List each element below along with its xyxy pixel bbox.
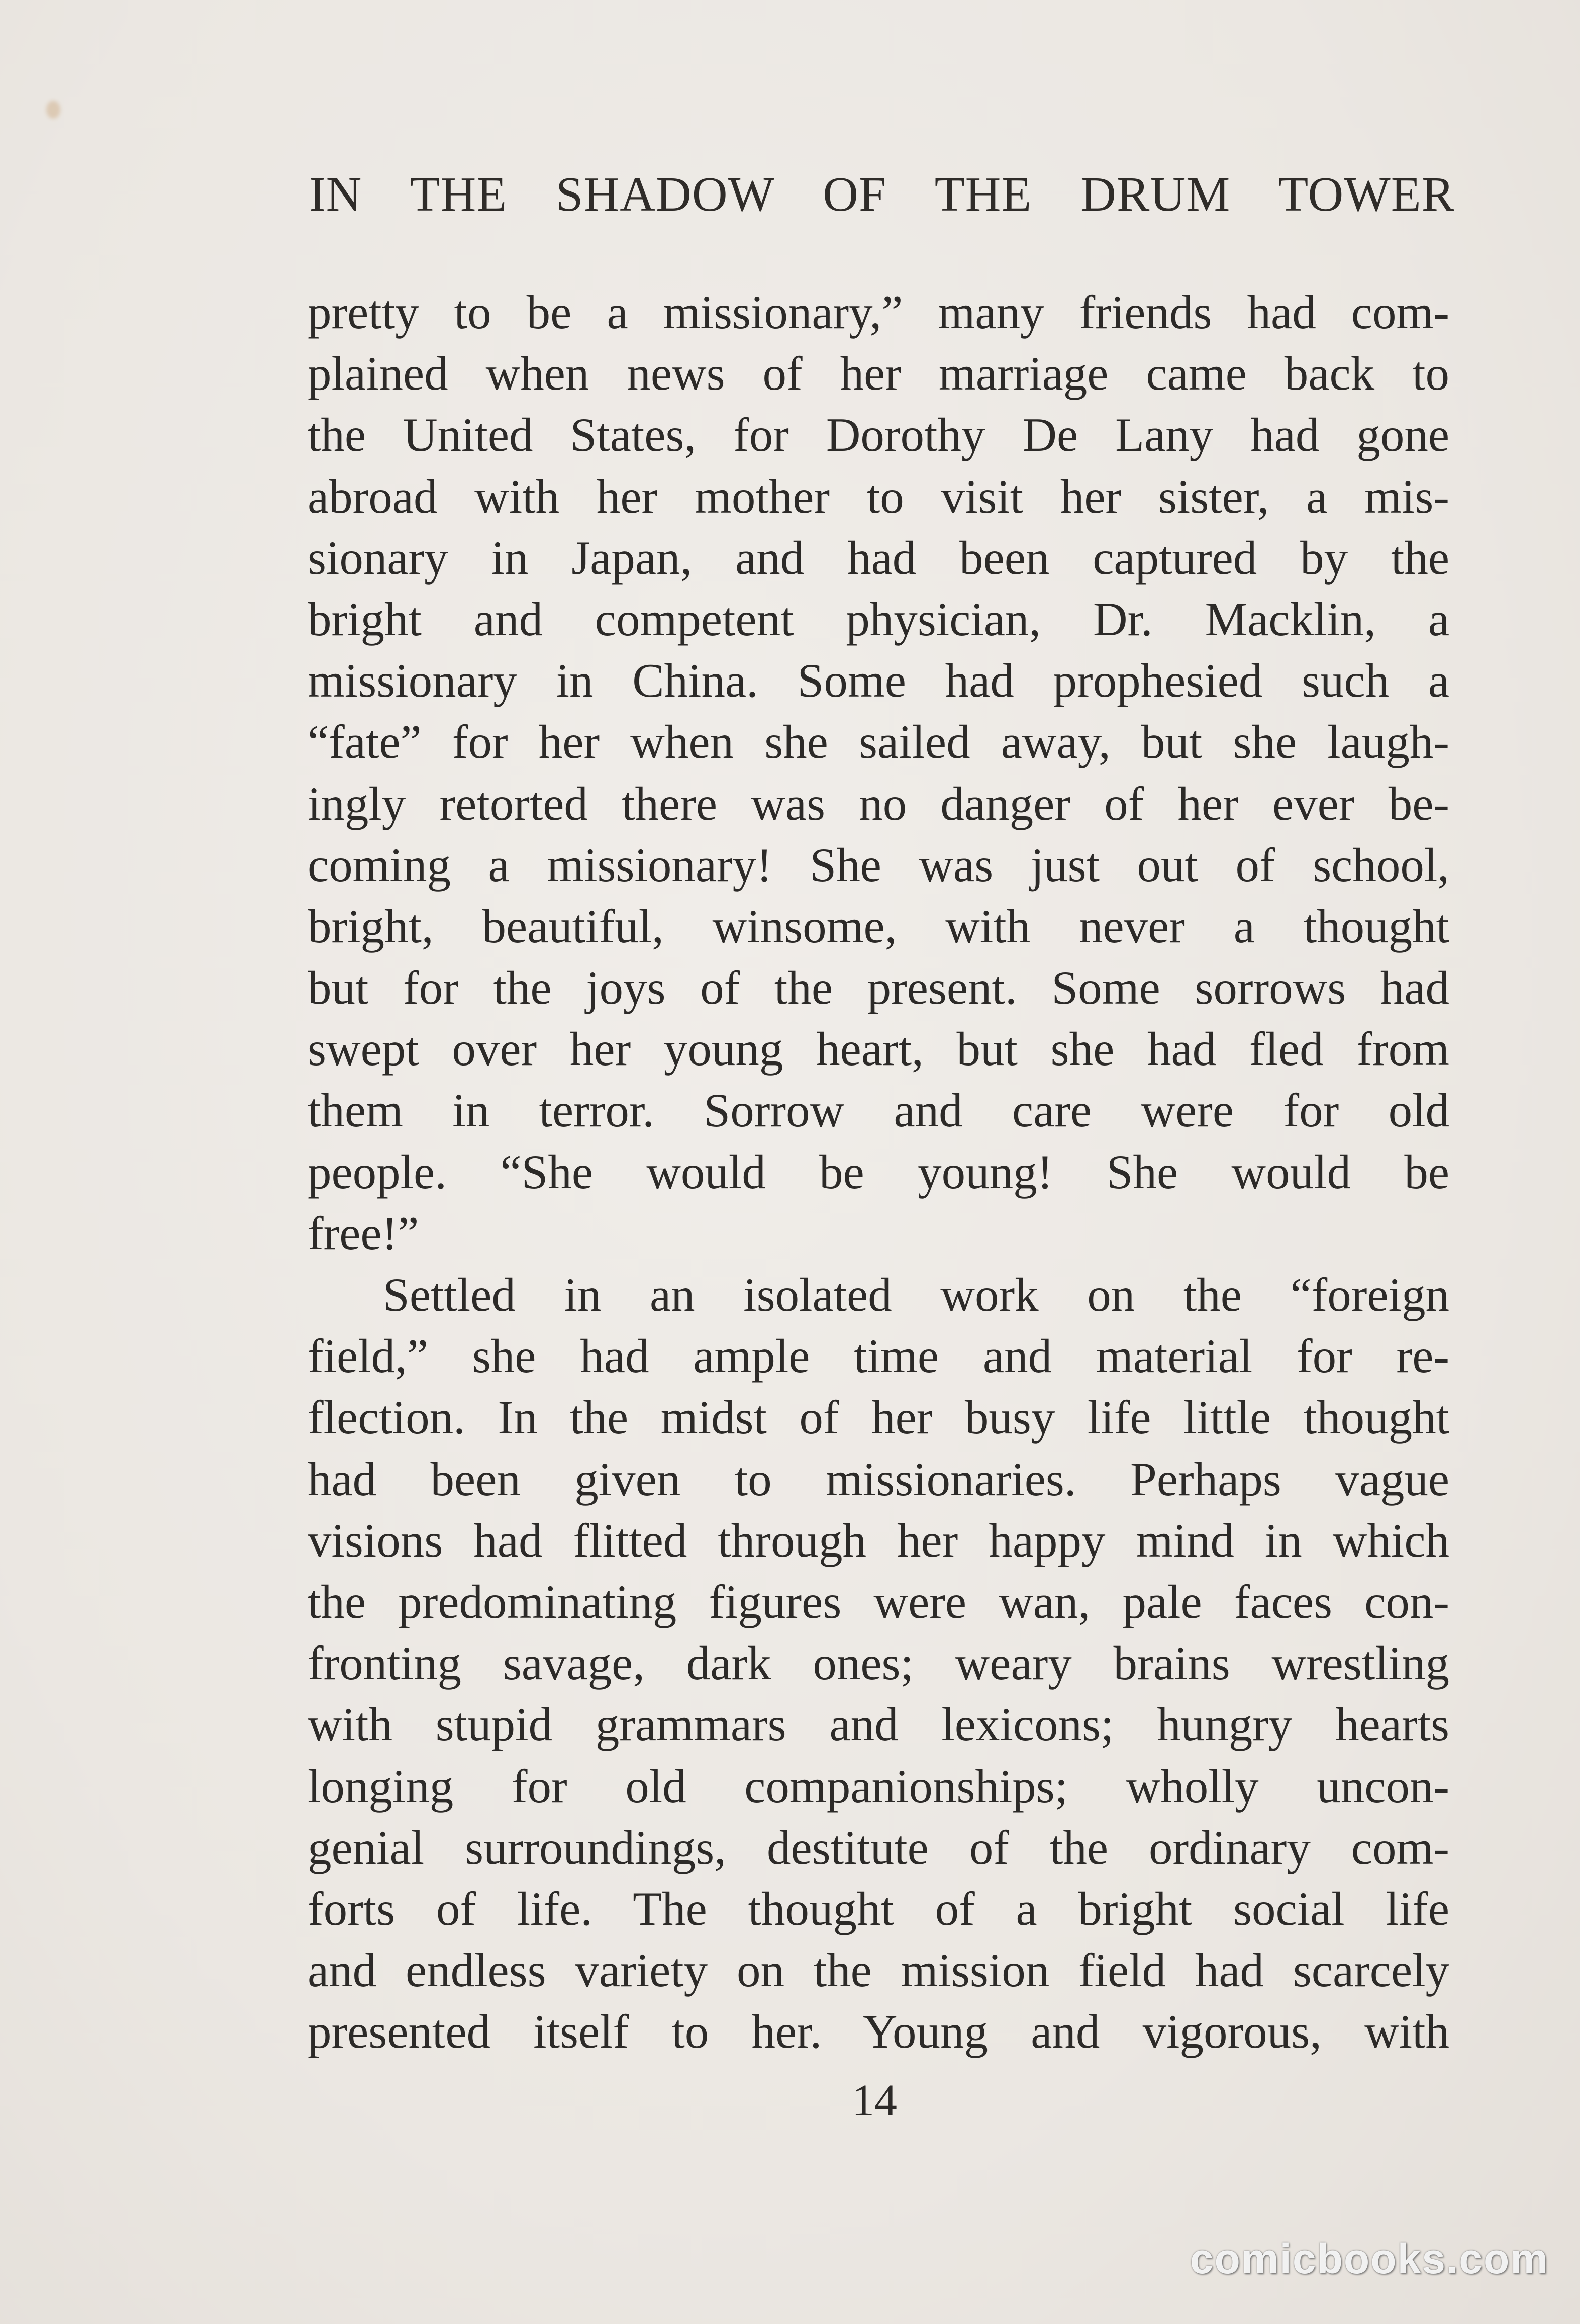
text-line: the predominating figures were wan, pale faces con- [308, 1575, 1449, 1628]
text-line: forts of life. The thought of a bright social life [308, 1882, 1449, 1935]
text-line: had been given to missionaries. Perhaps vague [308, 1452, 1449, 1506]
text-line: them in terror. Sorrow and care were for old [308, 1084, 1449, 1137]
running-head: IN THE SHADOW OF THE DRUM TOWER [309, 167, 1455, 222]
text-line: the United States, for Dorothy De Lany had gone [308, 408, 1449, 462]
text-line: Settled in an isolated work on the “foreign [383, 1268, 1449, 1321]
text-line: ingly retorted there was no danger of her ever be- [308, 777, 1449, 830]
text-line: people. “She would be young! She would be [308, 1145, 1449, 1199]
text-line: fronting savage, dark ones; weary brains wrestling [308, 1636, 1449, 1690]
text-line: bright, beautiful, winsome, with never a thought [308, 899, 1449, 953]
text-line: field,” she had ample time and material for re- [308, 1329, 1449, 1383]
text-line: with stupid grammars and lexicons; hungry hearts [308, 1698, 1449, 1752]
body-text [308, 281, 1449, 2062]
watermark: comicbooks.com [1190, 2235, 1549, 2282]
text-line: “fate” for her when she sailed away, but she laugh- [308, 715, 1449, 769]
text-line: abroad with her mother to visit her sister, a mis- [308, 469, 1449, 523]
text-line: presented itself to her. Young and vigorous, with [308, 2005, 1449, 2059]
text-line: sionary in Japan, and had been captured by the [308, 531, 1449, 585]
text-line: but for the joys of the present. Some sorrows had [308, 961, 1449, 1015]
text-line: free!” [308, 1206, 419, 1260]
text-line: bright and competent physician, Dr. Macklin, a [308, 592, 1449, 646]
text-line: and endless variety on the mission field had scarcely [308, 1944, 1449, 1997]
text-line: plained when news of her marriage came back to [308, 347, 1449, 401]
text-line: missionary in China. Some had prophesied such a [308, 654, 1449, 708]
text-line: flection. In the midst of her busy life little thought [308, 1391, 1449, 1444]
text-line: swept over her young heart, but she had fled from [308, 1022, 1449, 1076]
text-line: longing for old companionships; wholly uncon- [308, 1759, 1449, 1813]
text-line: coming a missionary! She was just out of school, [308, 838, 1449, 892]
text-line: genial surroundings, destitute of the ordinary com- [308, 1820, 1449, 1874]
text-line: visions had flitted through her happy mind in which [308, 1513, 1449, 1567]
text-line: pretty to be a missionary,” many friends had com- [308, 285, 1449, 339]
page-number: 14 [852, 2076, 897, 2125]
paper-stain [46, 101, 60, 119]
